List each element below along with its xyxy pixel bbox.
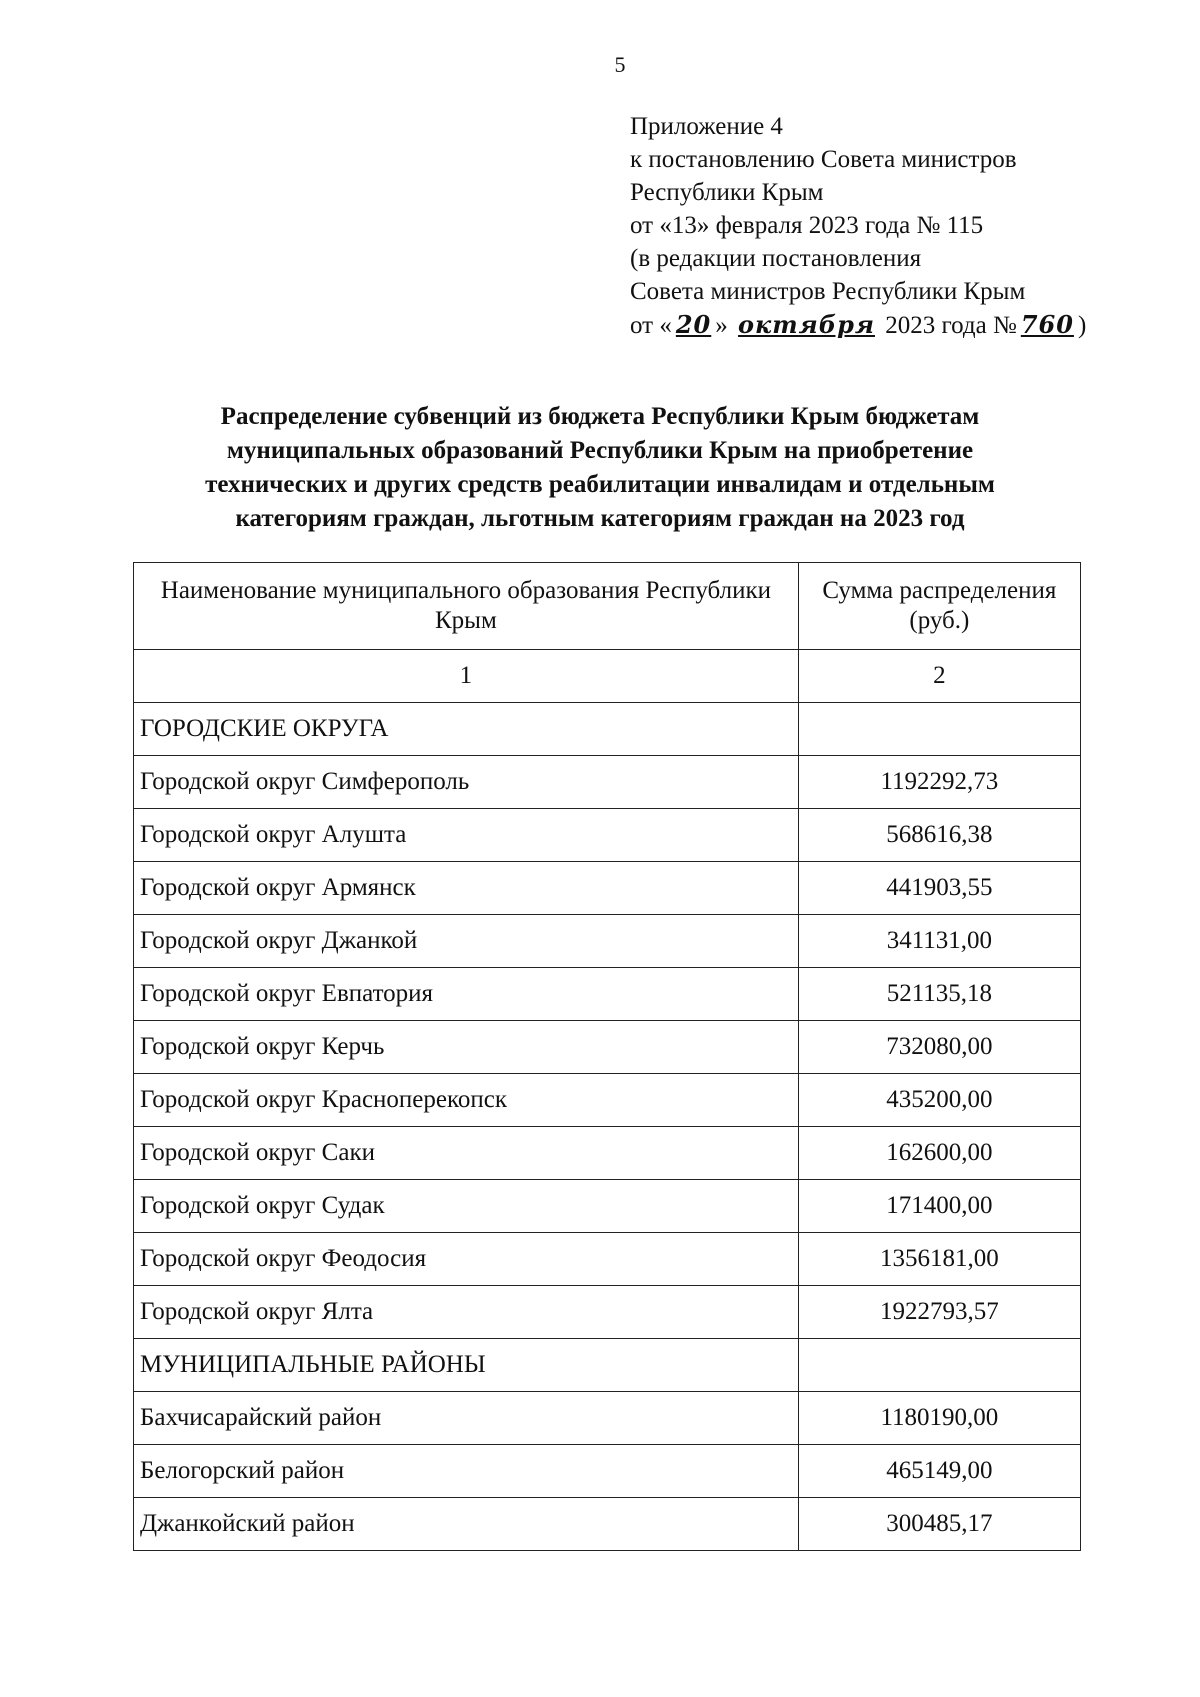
table-row bbox=[134, 809, 1081, 862]
appendix-line: от «13» февраля 2023 года № 115 bbox=[630, 212, 984, 239]
header-amount: Сумма распределения (руб.) bbox=[798, 563, 1080, 650]
municipality-name: МУНИЦИПАЛЬНЫЕ РАЙОНЫ bbox=[134, 1339, 799, 1392]
distribution-amount: 162600,00 bbox=[798, 1127, 1080, 1180]
municipality-name: Городской округ Евпатория bbox=[134, 968, 799, 1021]
table-row bbox=[134, 1445, 1081, 1498]
distribution-amount: 732080,00 bbox=[798, 1021, 1080, 1074]
municipality-name: Городской округ Саки bbox=[134, 1127, 799, 1180]
distribution-amount: 568616,38 bbox=[798, 809, 1080, 862]
municipality-name: Городской округ Армянск bbox=[134, 862, 799, 915]
distribution-amount: 521135,18 bbox=[798, 968, 1080, 1021]
distribution-amount bbox=[798, 1339, 1080, 1392]
table-row bbox=[134, 1286, 1081, 1339]
appendix-line: (в редакции постановления bbox=[630, 245, 922, 272]
municipality-name: Городской округ Феодосия bbox=[134, 1233, 799, 1286]
municipality-name: ГОРОДСКИЕ ОКРУГА bbox=[134, 703, 799, 756]
document-title bbox=[130, 400, 1070, 536]
distribution-amount: 171400,00 bbox=[798, 1180, 1080, 1233]
column-number: 1 bbox=[134, 650, 799, 703]
table-row bbox=[134, 1074, 1081, 1127]
table-row bbox=[134, 1127, 1081, 1180]
appendix-line: Республики Крым bbox=[630, 179, 824, 206]
distribution-amount: 341131,00 bbox=[798, 915, 1080, 968]
municipality-name: Бахчисарайский район bbox=[134, 1392, 799, 1445]
table-row bbox=[134, 703, 1081, 756]
title-line: муниципальных образований Республики Крым на приобретение bbox=[226, 437, 974, 464]
municipality-name: Городской округ Судак bbox=[134, 1180, 799, 1233]
date-prefix: от « bbox=[630, 312, 672, 339]
date-mid: » bbox=[715, 312, 735, 339]
handwritten-number: 760 bbox=[1020, 310, 1074, 339]
appendix-block bbox=[630, 110, 1086, 342]
table-row bbox=[134, 1021, 1081, 1074]
municipality-name: Городской округ Керчь bbox=[134, 1021, 799, 1074]
distribution-table bbox=[133, 562, 1081, 1551]
municipality-name: Городской округ Симферополь bbox=[134, 756, 799, 809]
handwritten-day: 20 bbox=[675, 310, 712, 339]
distribution-amount: 441903,55 bbox=[798, 862, 1080, 915]
table-row bbox=[134, 756, 1081, 809]
column-number: 2 bbox=[798, 650, 1080, 703]
handwritten-month: октября bbox=[738, 310, 875, 339]
table-row bbox=[134, 862, 1081, 915]
appendix-line: Приложение 4 bbox=[630, 113, 783, 140]
municipality-name: Городской округ Алушта bbox=[134, 809, 799, 862]
date-suffix: ) bbox=[1077, 312, 1087, 339]
table-row bbox=[134, 968, 1081, 1021]
municipality-name: Джанкойский район bbox=[134, 1498, 799, 1551]
distribution-amount bbox=[798, 703, 1080, 756]
date-year: 2023 года № bbox=[878, 312, 1017, 339]
distribution-amount: 300485,17 bbox=[798, 1498, 1080, 1551]
municipality-name: Городской округ Ялта bbox=[134, 1286, 799, 1339]
municipality-name: Городской округ Красноперекопск bbox=[134, 1074, 799, 1127]
distribution-amount: 1192292,73 bbox=[798, 756, 1080, 809]
table-row bbox=[134, 1339, 1081, 1392]
municipality-name: Городской округ Джанкой bbox=[134, 915, 799, 968]
table-body bbox=[134, 650, 1081, 1551]
appendix-line: Совета министров Республики Крым bbox=[630, 278, 1026, 305]
column-number-row bbox=[134, 650, 1081, 703]
municipality-name: Белогорский район bbox=[134, 1445, 799, 1498]
table-row bbox=[134, 915, 1081, 968]
distribution-amount: 1922793,57 bbox=[798, 1286, 1080, 1339]
distribution-amount: 1356181,00 bbox=[798, 1233, 1080, 1286]
table-row bbox=[134, 1392, 1081, 1445]
title-line: Распределение субвенций из бюджета Республики Крым бюджетам bbox=[220, 403, 980, 430]
distribution-amount: 1180190,00 bbox=[798, 1392, 1080, 1445]
appendix-line: к постановлению Совета министров bbox=[630, 146, 1017, 173]
table-row bbox=[134, 1180, 1081, 1233]
table-header-row bbox=[134, 563, 1081, 650]
appendix-date-line bbox=[630, 308, 1086, 342]
header-municipality: Наименование муниципального образования Республики Крым bbox=[134, 563, 799, 650]
distribution-amount: 435200,00 bbox=[798, 1074, 1080, 1127]
page-number: 5 bbox=[614, 52, 626, 77]
title-line: категориям граждан, льготным категориям граждан на 2023 год bbox=[235, 505, 965, 532]
table-row bbox=[134, 1233, 1081, 1286]
table-row bbox=[134, 1498, 1081, 1551]
title-line: технических и других средств реабилитации инвалидам и отдельным bbox=[205, 471, 995, 498]
distribution-amount: 465149,00 bbox=[798, 1445, 1080, 1498]
